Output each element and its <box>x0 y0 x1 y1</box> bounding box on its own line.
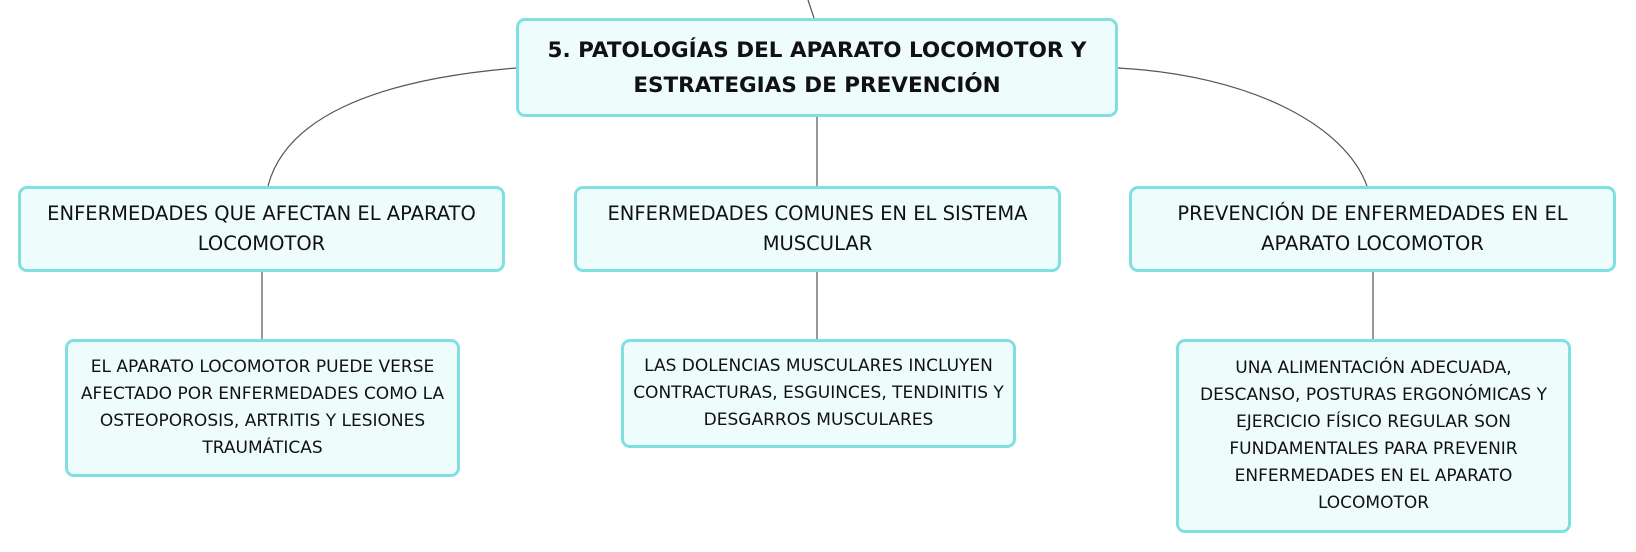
detail-node-muscular-diseases[interactable] <box>621 339 1016 448</box>
subtopic-label: PREVENCIÓN DE ENFERMEDADES EN EL APARATO LOCOMOTOR <box>1177 202 1568 255</box>
detail-text: EL APARATO LOCOMOTOR PUEDE VERSE AFECTADO POR ENFERMEDADES COMO LA OSTEOPOROSIS, ARTRITIS Y LESIONES TRAUMÁTICAS <box>80 357 445 458</box>
connector-root-to-branch-1 <box>268 68 516 186</box>
subtopic-node-muscular-diseases[interactable] <box>574 186 1061 272</box>
subtopic-node-bone-diseases[interactable] <box>18 186 505 272</box>
subtopic-label: ENFERMEDADES COMUNES EN EL SISTEMA MUSCULAR <box>607 202 1028 255</box>
connector-root-to-branch-3 <box>1118 68 1367 186</box>
root-topic-node[interactable] <box>516 18 1118 117</box>
detail-node-bone-diseases[interactable] <box>65 339 460 477</box>
root-topic-title: 5. PATOLOGÍAS DEL APARATO LOCOMOTOR Y ESTRATEGIAS DE PREVENCIÓN <box>547 37 1087 98</box>
detail-text: LAS DOLENCIAS MUSCULARES INCLUYEN CONTRACTURAS, ESGUINCES, TENDINITIS Y DESGARROS MUSCULARES <box>633 356 1004 430</box>
connector-parent-to-root <box>808 0 814 18</box>
detail-node-prevention[interactable] <box>1176 339 1571 533</box>
subtopic-node-prevention[interactable] <box>1129 186 1616 272</box>
subtopic-label: ENFERMEDADES QUE AFECTAN EL APARATO LOCOMOTOR <box>47 202 476 255</box>
detail-text: UNA ALIMENTACIÓN ADECUADA, DESCANSO, POSTURAS ERGONÓMICAS Y EJERCICIO FÍSICO REGULAR SON FUNDAMENTALES PARA PREVENIR ENFERMEDADES EN EL APARATO LOCOMOTOR <box>1200 358 1547 513</box>
